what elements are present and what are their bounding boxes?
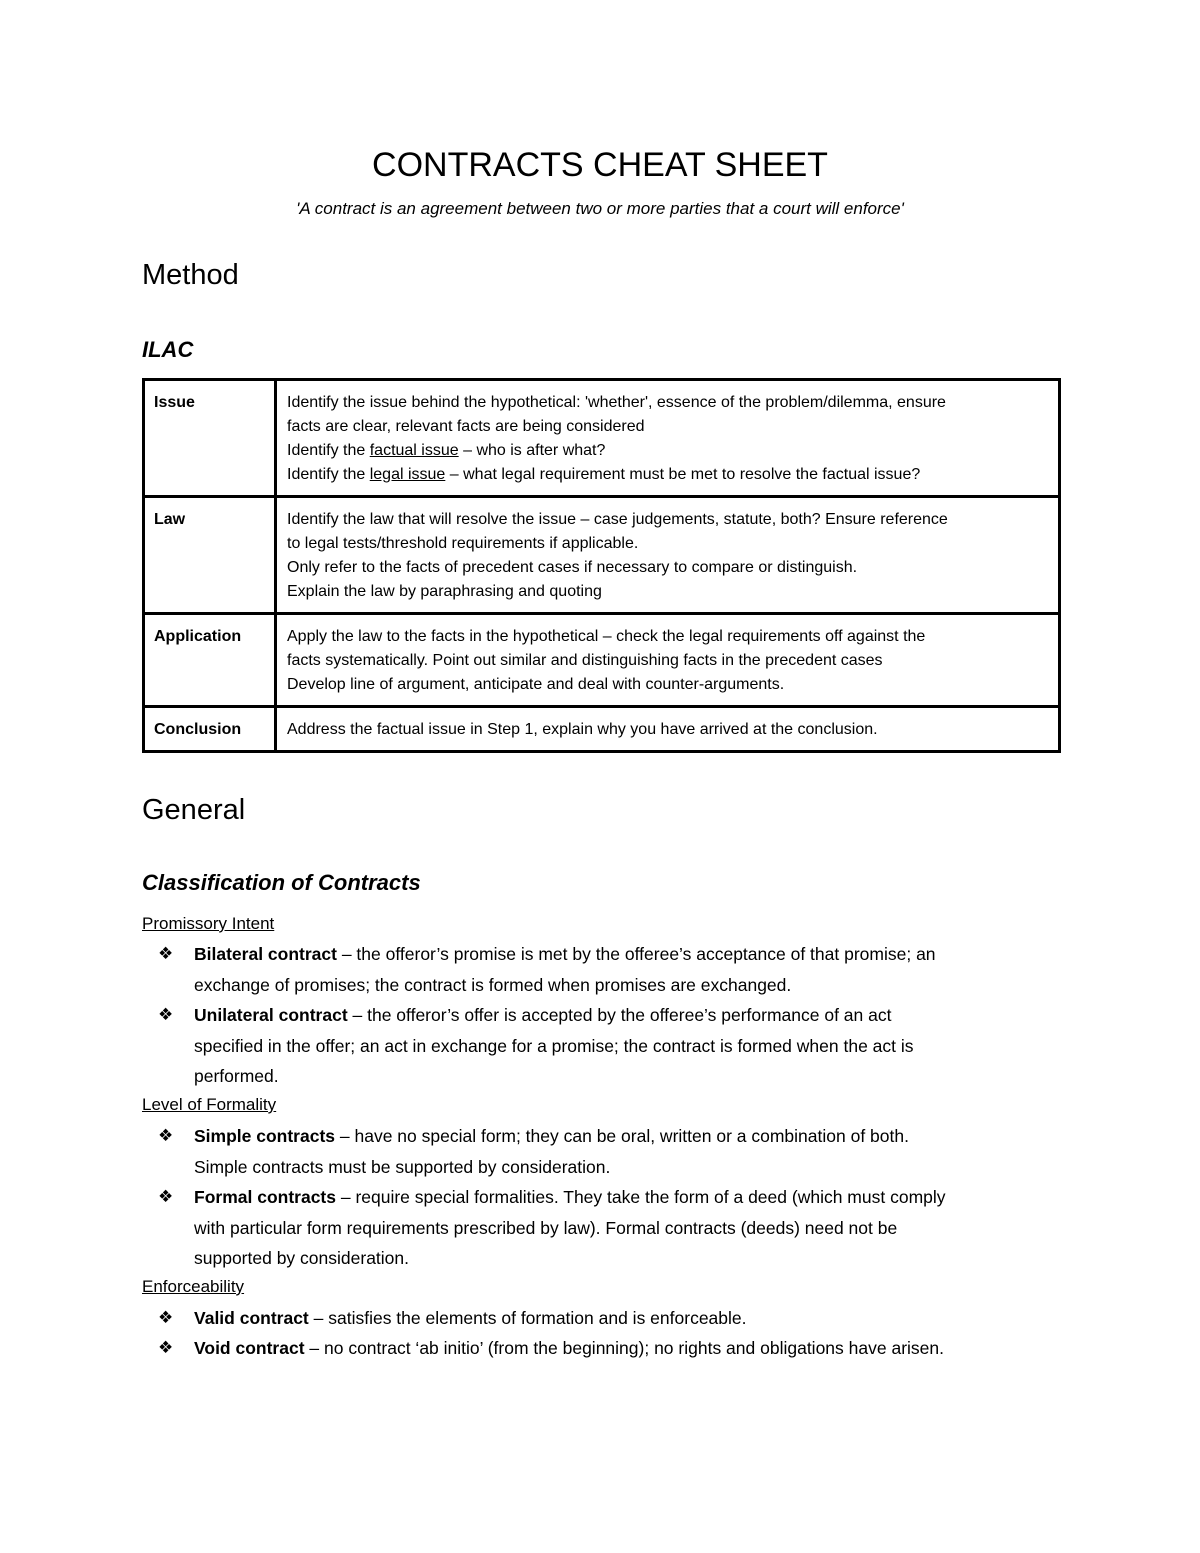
diamond-bullet-icon: ❖ <box>158 1126 174 1145</box>
description-cell-application <box>276 614 1060 707</box>
bullet-line <box>194 1333 1062 1364</box>
bullet-line <box>194 1000 1062 1031</box>
method-heading: Method <box>142 259 239 291</box>
text-span: – no contract ‘ab initio’ (from the beginning); no rights and obligations have arisen. <box>304 1338 944 1358</box>
term-cell-issue: Issue <box>144 380 276 497</box>
classification-heading: Classification of Contracts <box>142 870 421 895</box>
list-item-text <box>194 1333 1062 1364</box>
text-span: Identify the <box>287 466 370 483</box>
diamond-bullet-icon: ❖ <box>158 1005 174 1024</box>
description-cell-conclusion <box>276 707 1060 752</box>
bullet-line: performed. <box>194 1066 279 1086</box>
term-simple-contracts: Simple contracts <box>194 1126 336 1146</box>
bullet-line <box>194 939 1062 970</box>
list-item-text <box>194 1000 1062 1092</box>
list-item-text <box>194 1182 1062 1274</box>
document-subtitle: 'A contract is an agreement between two or more parties that a court will enforce' <box>296 199 904 218</box>
description-line <box>287 439 1050 463</box>
promissory-intent-label: Promissory Intent <box>142 914 275 933</box>
document-title: CONTRACTS CHEAT SHEET <box>372 146 828 184</box>
ilac-table <box>142 378 1061 753</box>
level-of-formality-label: Level of Formality <box>142 1095 277 1114</box>
description-line: Explain the law by paraphrasing and quoting <box>287 583 602 600</box>
list-item-valid <box>142 1303 1062 1334</box>
term-unilateral-contract: Unilateral contract <box>194 1005 348 1025</box>
table-row <box>144 614 1060 707</box>
description-line: Develop line of argument, anticipate and deal with counter-arguments. <box>287 676 785 693</box>
list-item-text <box>194 939 1062 1000</box>
text-span: – the offeror’s promise is met by the offeree’s acceptance of that promise; an <box>336 944 936 964</box>
table-row <box>144 380 1060 497</box>
diamond-bullet-icon: ❖ <box>158 944 174 963</box>
description-line: Apply the law to the facts in the hypothetical – check the legal requirements off against the <box>287 628 926 645</box>
description-line: Address the factual issue in Step 1, explain why you have arrived at the conclusion. <box>287 721 878 738</box>
term-cell-law: Law <box>144 497 276 614</box>
bullet-line: exchange of promises; the contract is formed when promises are exchanged. <box>194 974 792 995</box>
bullet-line: specified in the offer; an act in exchange for a promise; the contract is formed when the act is <box>194 1035 914 1056</box>
term-cell-conclusion: Conclusion <box>144 707 276 752</box>
diamond-bullet-icon: ❖ <box>158 1187 174 1206</box>
enforceability-label: Enforceability <box>142 1277 245 1296</box>
term-formal-contracts: Formal contracts <box>194 1187 336 1207</box>
list-item-formal <box>142 1182 1062 1274</box>
bullet-line: supported by consideration. <box>194 1248 409 1268</box>
list-item-void <box>142 1333 1062 1364</box>
list-item-unilateral <box>142 1000 1062 1092</box>
term-void-contract: Void contract <box>194 1338 305 1358</box>
text-span: – what legal requirement must be met to resolve the factual issue? <box>445 466 921 483</box>
bullet-line: with particular form requirements prescribed by law). Formal contracts (deeds) need not be <box>194 1217 898 1238</box>
diamond-bullet-icon: ❖ <box>158 1338 174 1357</box>
description-line: Only refer to the facts of precedent cases if necessary to compare or distinguish. <box>287 559 858 576</box>
description-cell-law <box>276 497 1060 614</box>
description-line: facts systematically. Point out similar and distinguishing facts in the precedent cases <box>287 652 883 669</box>
text-span: – the offeror’s offer is accepted by the offeree’s performance of an act <box>347 1005 892 1025</box>
ilac-heading: ILAC <box>142 337 194 362</box>
description-line: Identify the issue behind the hypothetical: 'whether', essence of the problem/dilemma, ensure <box>287 394 946 411</box>
description-line: Identify the law that will resolve the issue – case judgements, statute, both? Ensure reference <box>287 511 948 528</box>
list-item-bilateral <box>142 939 1062 1000</box>
bullet-line <box>194 1303 1062 1334</box>
bullet-line <box>194 1121 1062 1152</box>
description-line: facts are clear, relevant facts are being considered <box>287 418 645 435</box>
description-cell-issue <box>276 380 1060 497</box>
list-item-simple <box>142 1121 1062 1182</box>
general-heading: General <box>142 794 246 826</box>
list-item-text <box>194 1303 1062 1334</box>
legal-issue-term: legal issue <box>369 466 446 483</box>
text-span: – have no special form; they can be oral, written or a combination of both. <box>335 1126 909 1146</box>
text-span: – who is after what? <box>458 442 606 459</box>
term-valid-contract: Valid contract <box>194 1308 309 1328</box>
table-row <box>144 707 1060 752</box>
diamond-bullet-icon: ❖ <box>158 1308 174 1327</box>
table-row <box>144 497 1060 614</box>
term-bilateral-contract: Bilateral contract <box>194 944 337 964</box>
text-span: – satisfies the elements of formation and is enforceable. <box>308 1308 747 1328</box>
term-cell-application: Application <box>144 614 276 707</box>
description-line: to legal tests/threshold requirements if applicable. <box>287 535 639 552</box>
factual-issue-term: factual issue <box>369 442 459 459</box>
bullet-line <box>194 1182 1062 1213</box>
bullet-line: Simple contracts must be supported by consideration. <box>194 1156 611 1177</box>
text-span: – require special formalities. They take the form of a deed (which must comply <box>335 1187 946 1207</box>
description-line <box>287 463 1050 487</box>
text-span: Identify the <box>287 442 370 459</box>
list-item-text <box>194 1121 1062 1182</box>
